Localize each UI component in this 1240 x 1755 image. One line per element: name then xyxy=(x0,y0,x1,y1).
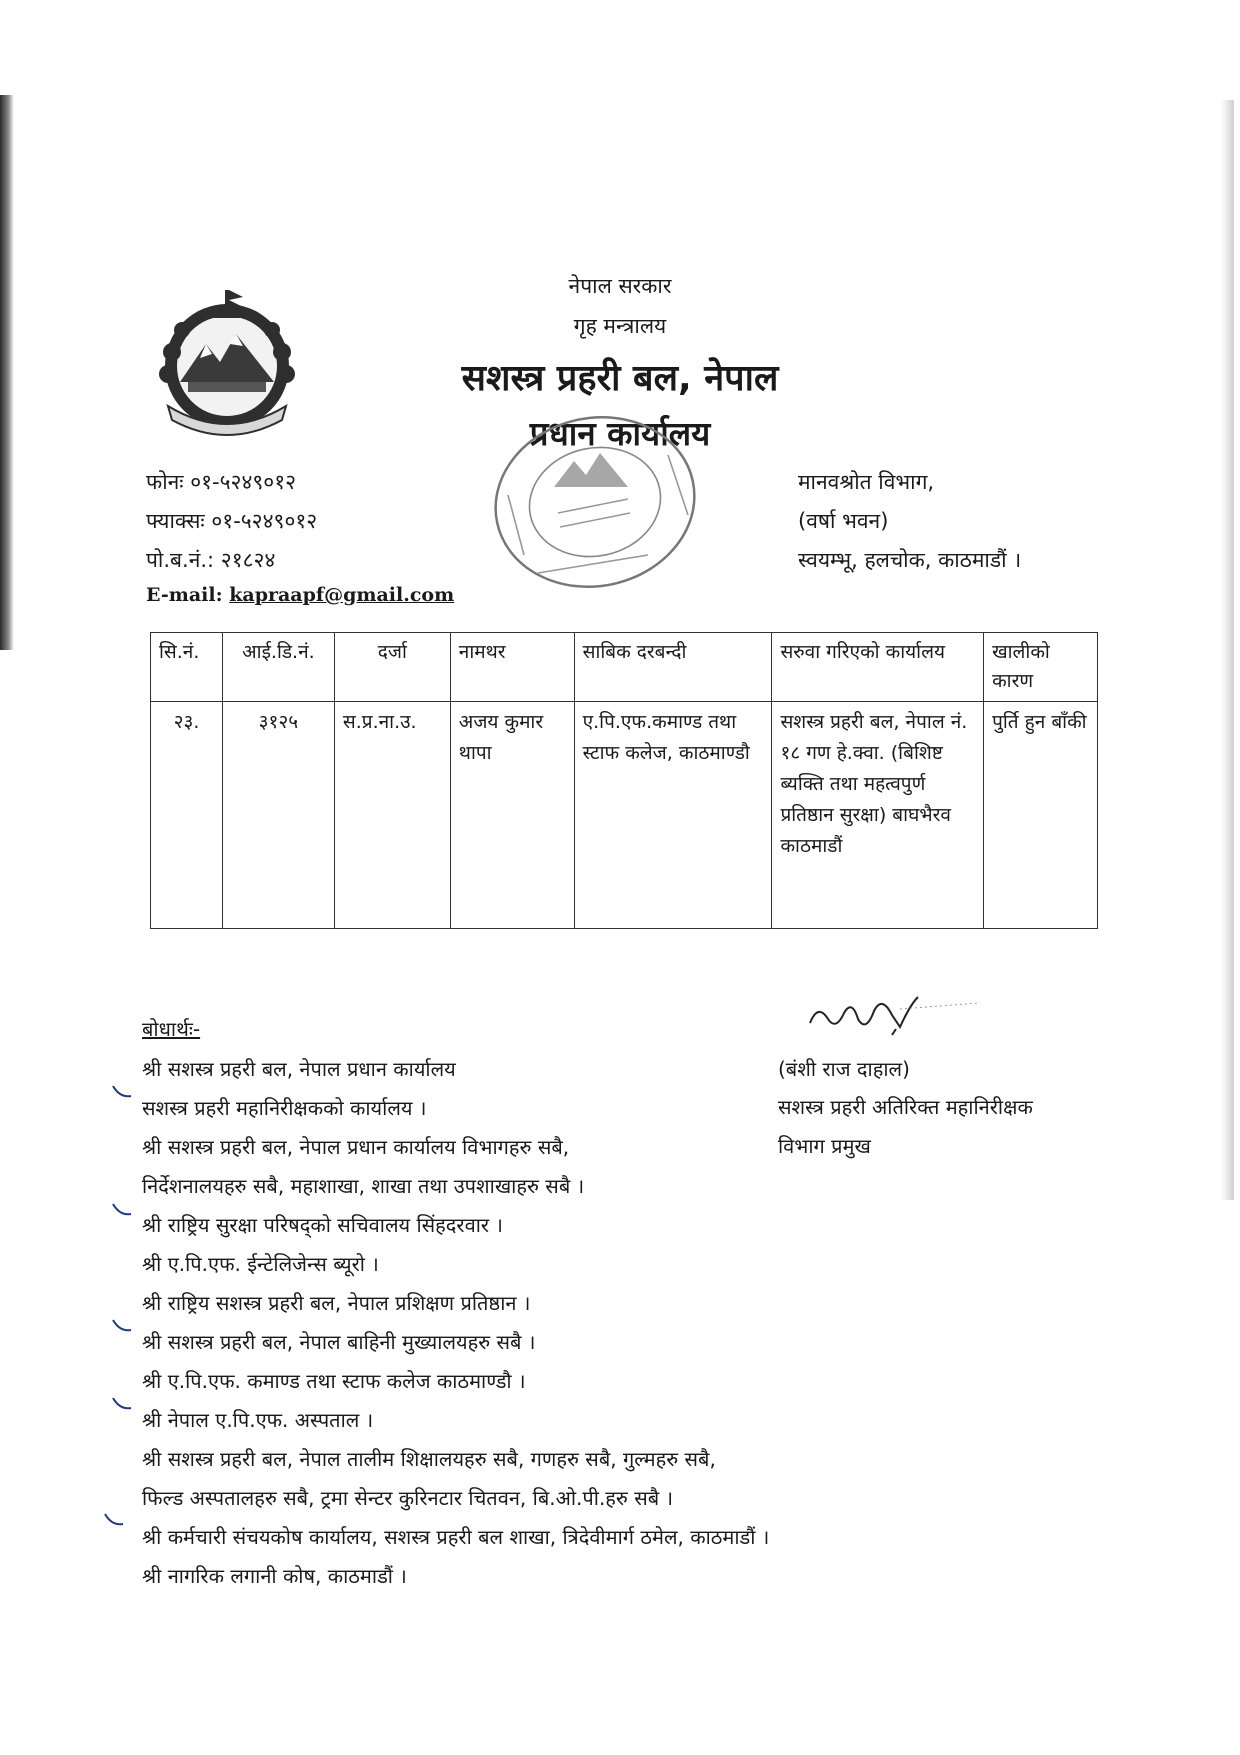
transfer-table xyxy=(150,632,1098,929)
recipient-line: श्री नेपाल ए.पि.एफ. अस्पताल । xyxy=(142,1408,374,1432)
table-header-row xyxy=(151,633,1098,702)
header-government: नेपाल सरकार xyxy=(568,274,672,298)
cell-serial: २३. xyxy=(151,702,223,929)
email-label: E-mail: xyxy=(146,584,223,606)
contact-phone: फोनः ०१-५२४९०१२ xyxy=(146,470,297,494)
checkmark-icon xyxy=(112,1202,132,1216)
bodhartha-title: बोधार्थः- xyxy=(142,1017,201,1041)
checkmark-icon xyxy=(112,1084,132,1098)
header-organization: सशस्त्र प्रहरी बल, नेपाल xyxy=(461,358,779,399)
signatory-role: विभाग प्रमुख xyxy=(778,1134,871,1158)
recipient-line: श्री सशस्त्र प्रहरी बल, नेपाल तालीम शिक्षालयहरु सबै, गणहरु सबै, गुल्महरु सबै, xyxy=(142,1447,716,1471)
recipient-line: सशस्त्र प्रहरी महानिरीक्षकको कार्यालय । xyxy=(142,1096,427,1120)
department-building: (वर्षा भवन) xyxy=(798,509,889,533)
email-link[interactable]: kapraapf@gmail.com xyxy=(229,584,455,606)
cell-id: ३१२५ xyxy=(222,702,334,929)
col-header-vacancy-reason: खालीको कारण xyxy=(984,633,1098,702)
cell-vacancy-reason: पुर्ति हुन बाँकी xyxy=(984,702,1098,929)
contact-po-box: पो.ब.नं.: २१८२४ xyxy=(146,548,276,572)
recipient-line: श्री राष्ट्रिय सशस्त्र प्रहरी बल, नेपाल प्रशिक्षण प्रतिष्ठान । xyxy=(142,1291,531,1315)
recipient-line: श्री ए.पि.एफ. ईन्टेलिजेन्स ब्यूरो । xyxy=(142,1252,379,1276)
col-header-transferred-office: सरुवा गरिएको कार्यालय xyxy=(772,633,984,702)
signatory-name: (बंशी राज दाहाल) xyxy=(778,1057,910,1081)
recipient-line: श्री सशस्त्र प्रहरी बल, नेपाल प्रधान कार्यालय xyxy=(142,1057,456,1081)
recipient-line: फिल्ड अस्पतालहरु सबै, ट्रमा सेन्टर कुरिनटार चितवन, बि.ओ.पी.हरु सबै । xyxy=(142,1486,674,1510)
recipient-line: निर्देशनालयहरु सबै, महाशाखा, शाखा तथा उपशाखाहरु सबै । xyxy=(142,1174,585,1198)
department-address: स्वयम्भू, हलचोक, काठमाडौं । xyxy=(798,548,1022,572)
scan-page-edge-right xyxy=(1220,100,1234,1200)
checkmark-icon xyxy=(104,1512,124,1526)
cell-previous-post: ए.पि.एफ.कमाण्ड तथा स्टाफ कलेज, काठमाण्डौ xyxy=(574,702,772,929)
header-office: प्रधान कार्यालय xyxy=(529,414,711,453)
cell-rank: स.प्र.ना.उ. xyxy=(334,702,450,929)
contact-email-line xyxy=(146,584,454,606)
signatory-designation: सशस्त्र प्रहरी अतिरिक्त महानिरीक्षक xyxy=(778,1095,1033,1119)
office-stamp xyxy=(478,395,713,610)
contact-fax: फ्याक्सः ०१-५२४९०१२ xyxy=(146,509,318,533)
recipient-line: श्री नागरिक लगानी कोष, काठमाडौं । xyxy=(142,1564,407,1588)
recipient-line: श्री राष्ट्रिय सुरक्षा परिषद्को सचिवालय सिंहदरवार । xyxy=(142,1213,504,1237)
recipient-line: श्री ए.पि.एफ. कमाण्ड तथा स्टाफ कलेज काठमाण्डौ । xyxy=(142,1369,526,1393)
handwritten-signature xyxy=(800,985,990,1045)
cell-transferred-office: सशस्त्र प्रहरी बल, नेपाल नं. १८ गण हे.क्वा. (बिशिष्ट ब्यक्ति तथा महत्वपुर्ण प्रतिष्ठान सुरक्षा) बाघभैरव काठमाडौं xyxy=(772,702,984,929)
recipient-line: श्री कर्मचारी संचयकोष कार्यालय, सशस्त्र प्रहरी बल शाखा, त्रिदेवीमार्ग ठमेल, काठमाडौं । xyxy=(142,1525,770,1549)
header-ministry: गृह मन्त्रालय xyxy=(573,314,667,338)
col-header-serial: सि.नं. xyxy=(151,633,223,702)
col-header-name: नामथर xyxy=(450,633,574,702)
recipient-line: श्री सशस्त्र प्रहरी बल, नेपाल बाहिनी मुख्यालयहरु सबै । xyxy=(142,1330,536,1354)
col-header-id: आई.डि.नं. xyxy=(222,633,334,702)
department-name: मानवश्रोत विभाग, xyxy=(798,470,935,494)
col-header-rank: दर्जा xyxy=(334,633,450,702)
checkmark-icon xyxy=(112,1318,132,1332)
cell-name: अजय कुमार थापा xyxy=(450,702,574,929)
table-row xyxy=(151,702,1098,929)
recipient-line: श्री सशस्त्र प्रहरी बल, नेपाल प्रधान कार्यालय विभागहरु सबै, xyxy=(142,1135,570,1159)
col-header-previous-post: साबिक दरबन्दी xyxy=(574,633,772,702)
checkmark-icon xyxy=(112,1396,132,1410)
